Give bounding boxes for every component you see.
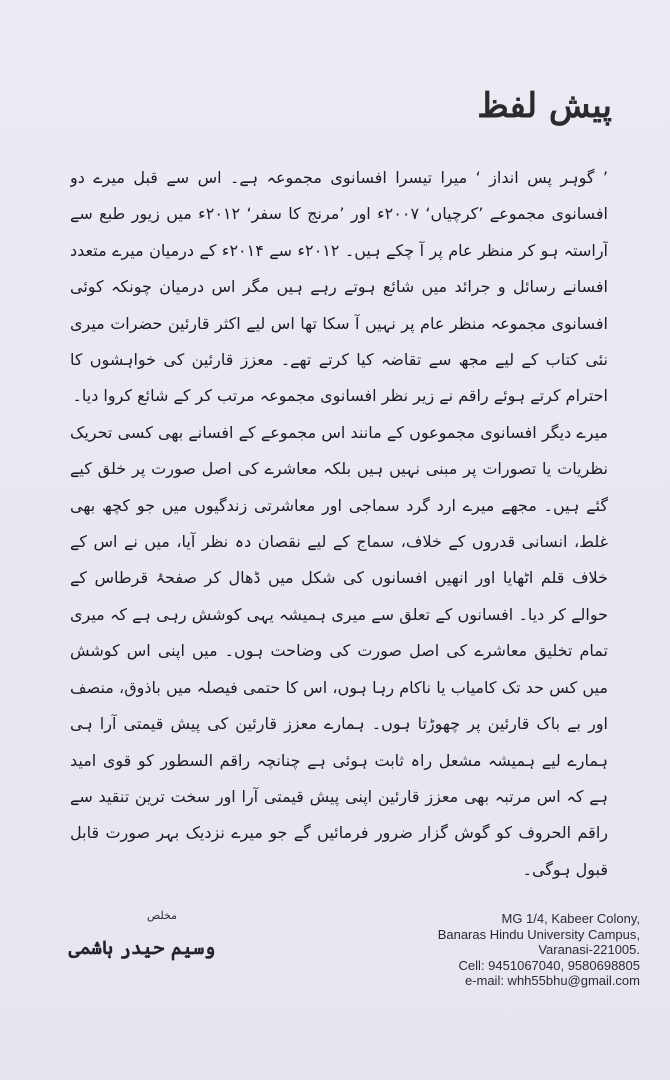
address-email: e-mail: whh55bhu@gmail.com — [464, 973, 640, 988]
paragraph-2: میرے دیگر افسانوی مجموعوں کے مانند اس مجموعے کے افسانے بھی کسی تحریک نظریات یا تصورات پر مبنی نہیں ہیں بلکہ معاشرے کی اصل صورت پر خلق کیے گئے ہیں۔ مجھے میرے ارد گرد سماجی اور معاشرتی زندگیوں میں جو کچھ بھی غلط، انسانی قدروں کے خلاف، سماج کے لیے نقصان دہ نظر آیا، میں نے اس کے خلاف قلم اٹھایا اور انھیں افسانوں کی شکل میں ڈھال کر صفحۂ قرطاس کے حوالے کر دیا۔ افسانوں کے تعلق سے میری ہمیشہ یہی کوشش رہی ہے کہ میری تمام تخلیق معاشرے کی اصل صورت کی وضاحت ہوں۔ میں اپنی اس کوشش میں کس حد تک کامیاب یا ناکام رہا ہوں، اس کا حتمی فیصلہ میں باذوق، منصف اور بے باک قارئین پر چھوڑتا ہوں۔ ہمارے معزز قارئین کی پیش قیمتی آرا ہی ہمارے لیے ہمیشہ مشعل راہ ثابت ہوئی ہے چنانچہ راقم السطور کو قوی امید ہے کہ اس مرتبہ بھی معزز قارئین اپنی پیش قیمتی آرا اور سخت ترین تنقید سے راقم الحروف کو گوش گزار ضرور فرمائیں گے جو میرے نزدیک بہر صورت قابل قبول ہوگی۔ — [70, 422, 608, 879]
address-line-1: MG 1/4, Kabeer Colony, — [501, 911, 640, 926]
address-phone: Cell: 9451067040, 9580698805 — [458, 957, 640, 973]
preface-body — [70, 160, 608, 920]
author-signature: وسیم حیدر ہاشمی — [68, 937, 216, 959]
closing-word: مخلص — [146, 909, 178, 922]
signature-block — [62, 906, 222, 996]
page-heading: پیش لفظ — [477, 86, 612, 126]
address-line-3: Varanasi-221005. — [538, 942, 640, 957]
author-address — [350, 911, 640, 989]
address-line-2: Banaras Hindu University Campus, — [437, 926, 640, 942]
paragraph-1: ’ گوہر پس انداز ‘ میرا تیسرا افسانوی مجموعہ ہے۔ اس سے قبل میرے دو افسانوی مجموعے ’کرچیاں‘ ۲۰۰۷ء اور ’مرنج کا سفر‘ ۲۰۱۲ء میں زیور طبع سے آراستہ ہو کر منظر عام پر آ چکے ہیں۔ ۲۰۱۲ء سے ۲۰۱۴ء کے درمیان میرے متعدد افسانے رسائل و جرائد میں شائع ہوتے رہے ہیں مگر اس درمیان چونکہ کوئی افسانوی مجموعہ منظر عام پر نہیں آ سکا تھا اس لیے اکثر قارئین حضرات میری نئی کتاب کے لیے مجھ سے تقاضہ کیا کرتے تھے۔ معزز قارئین کی خواہشوں کا احترام کرتے ہوئے راقم نے زیر نظر افسانوی مجموعہ مرتب کر کے شائع کروا دیا۔ — [70, 168, 608, 406]
